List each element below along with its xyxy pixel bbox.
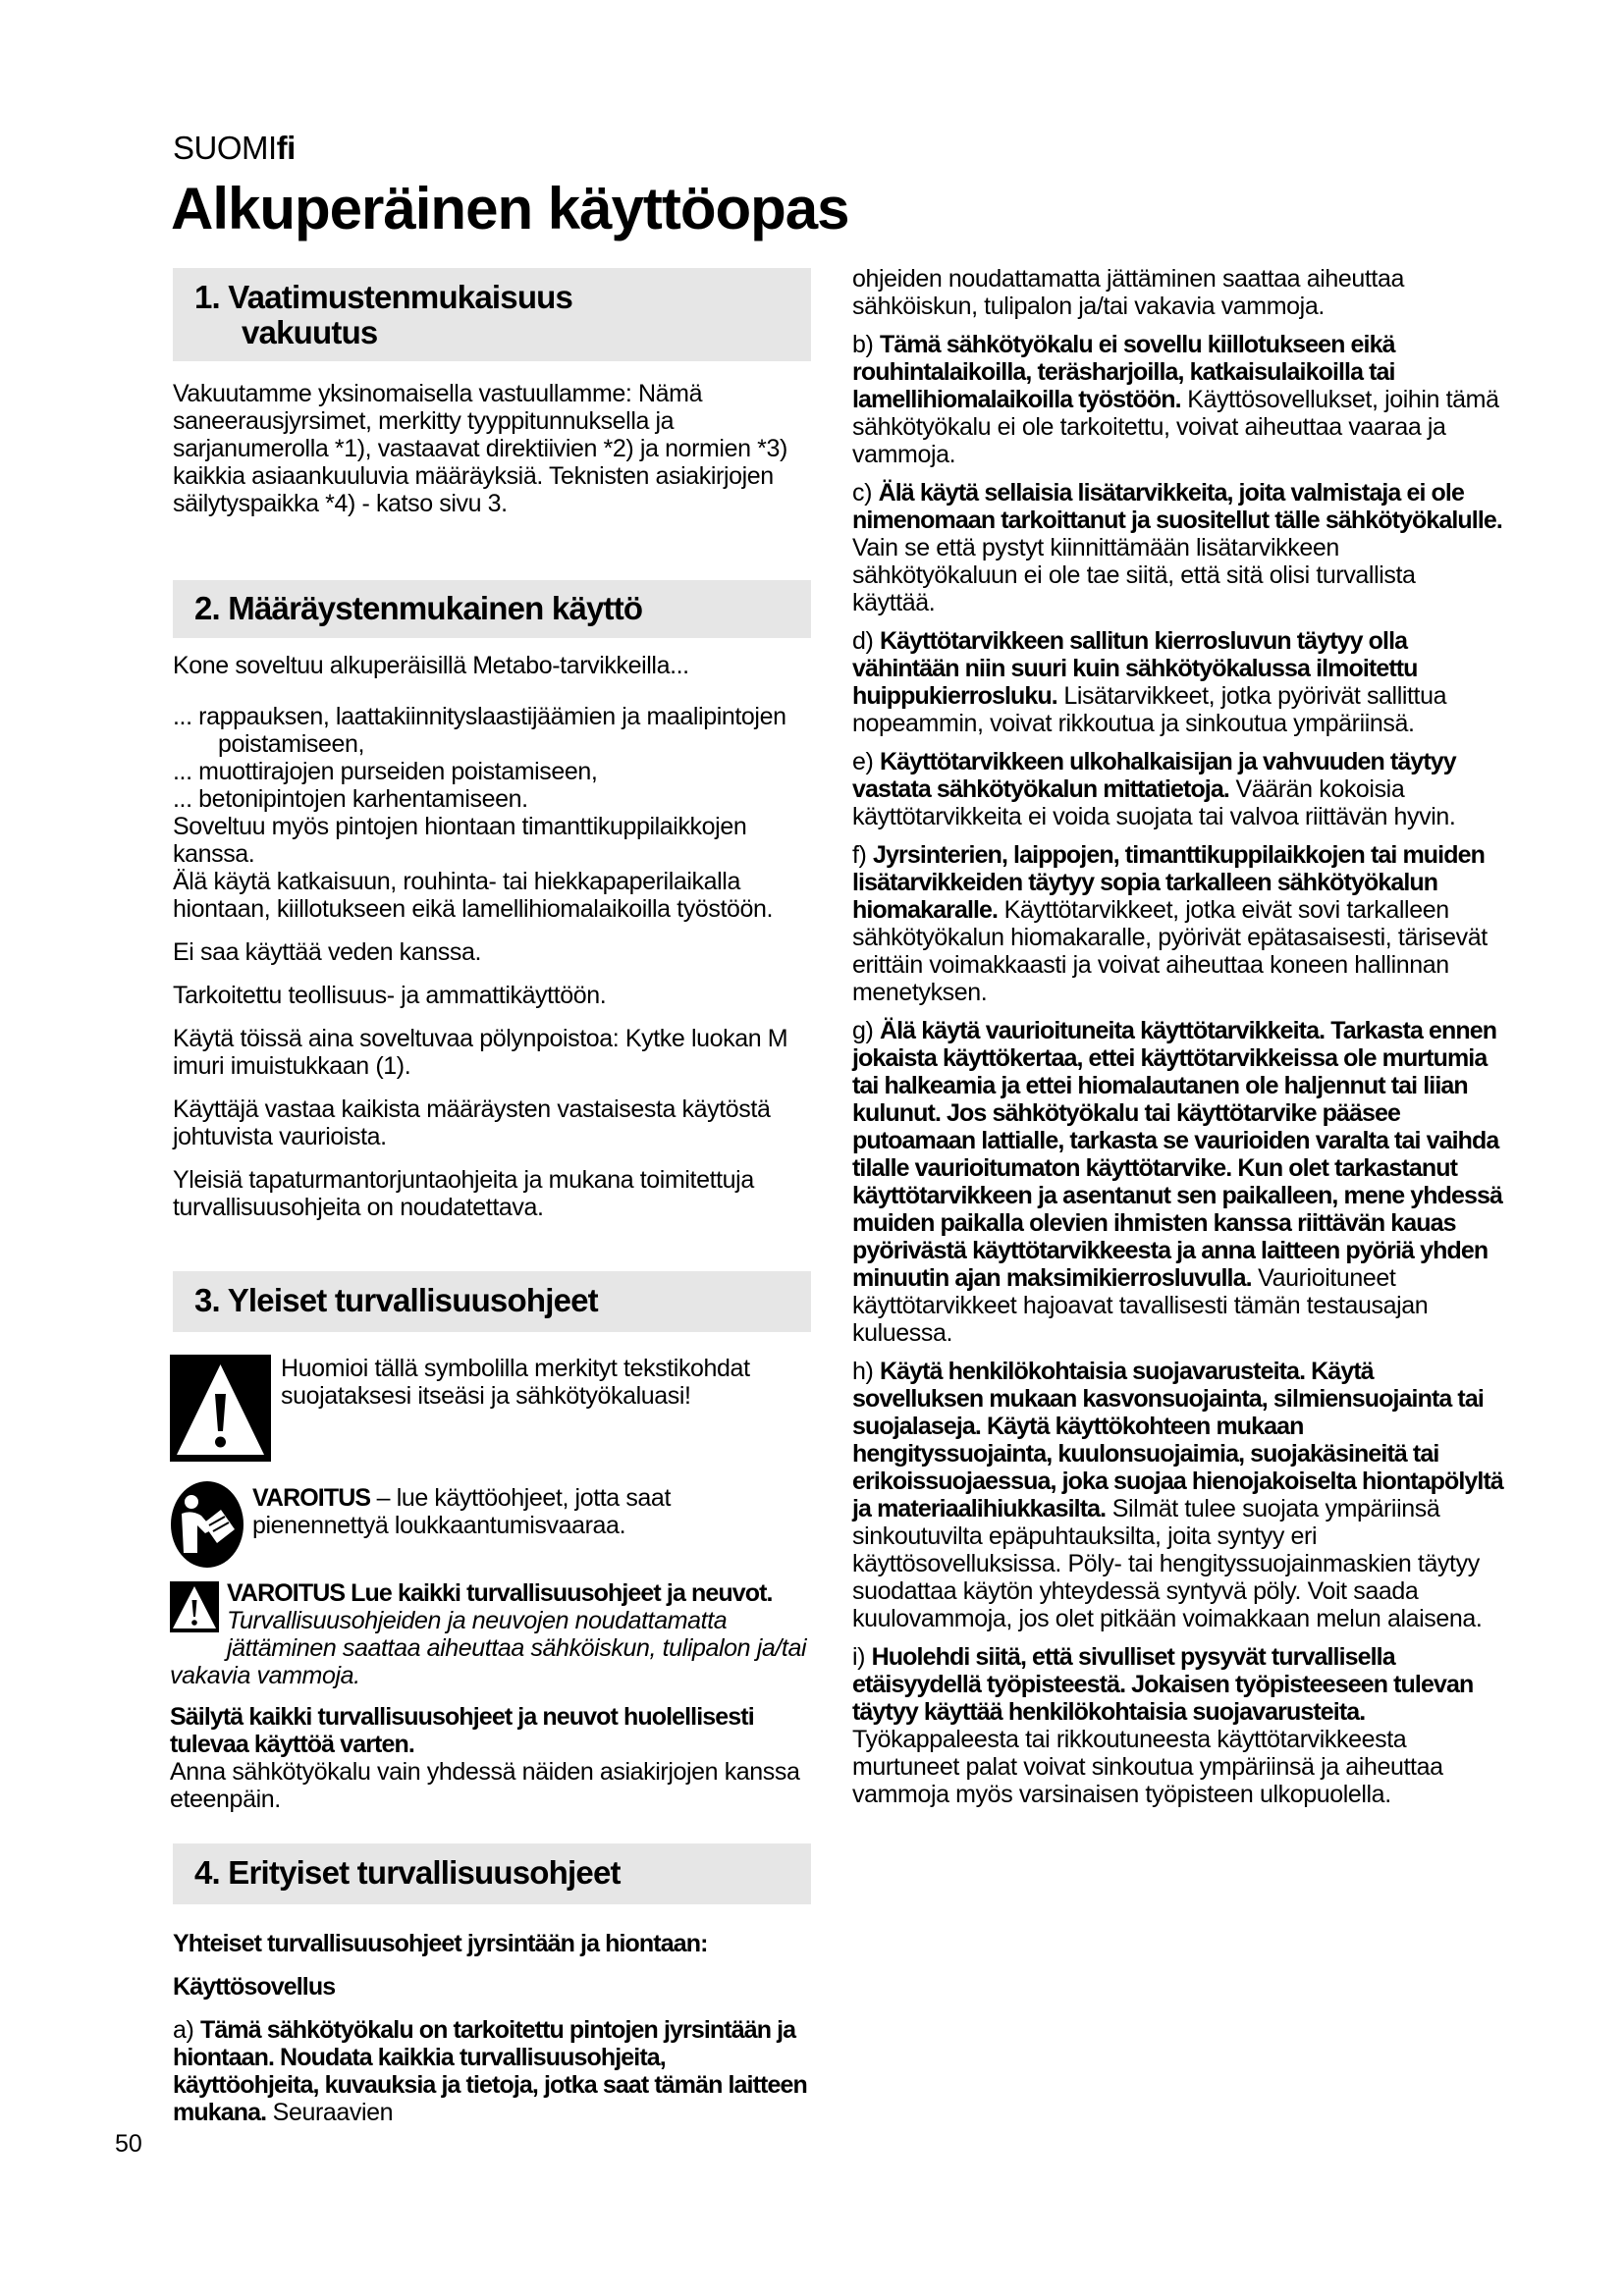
water-note: Ei saa käyttää veden kanssa. xyxy=(173,938,481,966)
section-2-heading-text: 2. Määräystenmukainen käyttö xyxy=(194,590,643,626)
item-text: Lisätarvikkeet, jotka pyörivät sallittua nopeammin, voivat rikkoutua ja sinkoutua ympäriinsä. xyxy=(852,682,1447,737)
item-bold-text: Käytä henkilökohtaisia suojavarusteita. Käytä sovelluksen mukaan kasvonsuojainta, silmiensuojainta tai suojalaseja. Käytä käyttökohteen mukaan hengityssuojainta, kuulonsuojaimia, suojakäsineitä tai erikoissuojaessua, joka suojaa hienojakoiselta hiontapölyltä ja materiaalihiukkasilta. xyxy=(852,1358,1503,1522)
item-label: c) xyxy=(852,479,879,507)
liability-note: Käyttäjä vastaa kaikista määräysten vastaisesta käytöstä johtuvista vaurioista. xyxy=(173,1095,771,1150)
item-label: g) xyxy=(852,1017,880,1044)
section-2-body xyxy=(173,652,813,1221)
application-heading: Käyttösovellus xyxy=(173,1973,336,2001)
section-1-heading xyxy=(173,268,811,361)
regulations-note: Yleisiä tapaturmantorjuntaohjeita ja mukana toimitettuja turvallisuusohjeita on noudatettava. xyxy=(173,1166,754,1221)
language-code: fi xyxy=(276,130,296,166)
item-label: h) xyxy=(852,1358,880,1385)
item-label: e) xyxy=(852,748,880,775)
item-bold-text: Jyrsinterien, laippojen, timanttikuppilaikkojen tai muiden lisätarvikkeiden täytyy sopia tarkalleen sähkötyökalun hiomakaralle. xyxy=(852,841,1485,924)
read-all-warning-italic: Turvallisuusohjeiden ja neuvojen noudattamatta jättäminen saattaa aiheuttaa sähköiskun, tulipalon ja/tai vakavia vammoja. xyxy=(170,1607,807,1689)
item-text: Vaurioituneet käyttötarvikkeet hajoavat tavallisesti tämän testausajan kuluessa. xyxy=(852,1264,1429,1347)
section-4-heading-text: 4. Erityiset turvallisuusohjeet xyxy=(194,1854,621,1891)
safety-item-h xyxy=(852,1358,1504,1632)
section-1-body xyxy=(173,380,813,517)
item-label: b) xyxy=(852,331,880,358)
item-bold-text: Huolehdi siitä, että sivulliset pysyvät turvallisella etäisyydellä työpisteestä. Jokaisen työpisteeseen tulevan täytyy käyttää henkilökohtaisia suojavarusteita. xyxy=(852,1643,1474,1726)
read-manual-warning-label: VAROITUS xyxy=(252,1484,371,1512)
section-3-heading xyxy=(173,1271,811,1332)
item-bold-text: Älä käytä sellaisia lisätarvikkeita, joita valmistaja ei ole nimenomaan tarkoittanut ja suositellut tälle sähkötyökalulle. xyxy=(852,479,1502,534)
item-text: Käyttötarvikkeet, jotka eivät sovi tarkalleen sähkötyökalun hiomakaralle, pyörivät epätasaisesti, tärisevät erittäin voimakkaasti ja voivat aiheuttaa koneen hallinnan menetyksen. xyxy=(852,896,1488,1006)
safety-item-i xyxy=(852,1643,1504,1808)
dust-extraction-note: Käytä töissä aina soveltuvaa pölynpoistoa: Kytke luokan M imuri imuistukkaan (1). xyxy=(173,1025,788,1080)
general-warning-block xyxy=(170,1579,813,1813)
item-text: Työkappaleesta tai rikkoutuneesta käyttötarvikkeesta murtuneet palat voivat sinkoutua ympäriinsä ja aiheuttaa vammoja myös varsinaisen työpisteen ulkopuolella. xyxy=(852,1726,1443,1808)
right-column xyxy=(852,265,1504,1819)
item-text: Vain se että pystyt kiinnittämään lisätarvikkeen sähkötyökaluun ei ole tae siitä, että sitä olisi turvallista käyttää. xyxy=(852,534,1416,616)
safety-item-a xyxy=(173,2016,813,2126)
read-all-warning xyxy=(170,1579,813,1689)
page-number: 50 xyxy=(115,2130,142,2158)
page-title: Alkuperäinen käyttöopas xyxy=(171,176,849,241)
intended-users-note: Tarkoitettu teollisuus- ja ammattikäyttöön. xyxy=(173,982,607,1009)
section-2-heading xyxy=(173,580,811,638)
item-text: Väärän kokoisia käyttötarvikkeita ei voida suojata tai valvoa riittävän hyvin. xyxy=(852,775,1456,830)
language-name: SUOMI xyxy=(173,130,277,166)
section-1-heading-line1: 1. Vaatimustenmukaisuus xyxy=(194,279,573,315)
item-text: Silmät tulee suojata ympäriinsä sinkoutuvilta epäpuhtauksilta, joita syntyy eri käyttösovelluksissa. Pöly- tai hengityssuojainmaskien täytyy suodattaa käytön yhteydessä syntyvä pöly. Voit saada kuulovammoja, jos olet pitkään voimakkaan melun alaisena. xyxy=(852,1495,1483,1632)
read-manual-warning-text: – lue käyttöohjeet, jotta saat pienennettyä loukkaantumisvaaraa. xyxy=(252,1484,671,1539)
continuation-text: ohjeiden noudattamatta jättäminen saattaa aiheuttaa sähköiskun, tulipalon ja/tai vakavia vammoja. xyxy=(852,265,1404,320)
item-bold-text: Käyttötarvikkeen sallitun kierrosluvun täytyy olla vähintään niin suuri kuin sähkötyökalussa ilmoitettu huippukierrosluku. xyxy=(852,627,1418,710)
diamond-cup-note: Soveltuu myös pintojen hiontaan timanttikuppilaikkojen kanssa. xyxy=(173,813,747,868)
item-label: d) xyxy=(852,627,880,655)
intended-use-intro: Kone soveltuu alkuperäisillä Metabo-tarvikkeilla... xyxy=(173,652,689,679)
safety-item-c xyxy=(852,479,1504,616)
safety-item-g xyxy=(852,1017,1504,1347)
use-item: ... muottirajojen purseiden poistamiseen, xyxy=(173,758,598,785)
use-item: ... rappauksen, laattakiinnityslaastijäämien ja maalipintojen poistamiseen, xyxy=(173,703,786,758)
read-manual-icon xyxy=(170,1480,244,1569)
item-label: f) xyxy=(852,841,874,869)
item-bold-text: Älä käytä vaurioituneita käyttötarvikkeita. Tarkasta ennen jokaista käyttökertaa, ettei käyttötarvikkeissa ole murtumia tai halkeamia ja ettei hiomalautanen ole haljennut tai liian kulunut. Jos sähkötyökalu tai käyttötarvike pääsee putoamaan lattialle, tarkasta se vaurioiden varalta tai vaihda tilalle vaurioitumaton käyttötarvike. Kun olet tarkastanut käyttötarvikkeen ja asentanut sen paikalleen, mene yhdessä muiden paikalla olevien ihmisten kanssa riittävän kauas pyörivästä käyttötarvikkeesta ja anna laitteen pyöriä yhden minuutin ajan maksimikierrosluvulla. xyxy=(852,1017,1503,1292)
warning-symbol-row xyxy=(170,1355,813,1462)
use-item: ... betonipintojen karhentamiseen. xyxy=(173,785,528,813)
pass-on-instructions: Anna sähkötyökalu vain yhdessä näiden asiakirjojen kanssa eteenpäin. xyxy=(170,1758,800,1813)
safety-item-b xyxy=(852,331,1504,468)
subheading: Yhteiset turvallisuusohjeet jyrsintään ja hiontaan: xyxy=(173,1930,708,1957)
safety-item-f xyxy=(852,841,1504,1006)
language-label xyxy=(173,130,296,167)
section-4-heading xyxy=(173,1843,811,1904)
warning-triangle-icon xyxy=(170,1355,271,1462)
item-label: i) xyxy=(852,1643,872,1671)
safety-item-e xyxy=(852,748,1504,830)
item-bold-text: Tämä sähkötyökalu on tarkoitettu pintojen jyrsintään ja hiontaan. Noudata kaikkia turvallisuusohjeita, käyttöohjeita, kuvauksia ja tietoja, jotka saat tämän laitteen mukana. xyxy=(173,2016,807,2126)
item-bold-text: Tämä sähkötyökalu ei sovellu kiillotukseen eikä rouhintalaikoilla, teräsharjoilla, katkaisulaikoilla tai lamellihiomalaikoilla työstöön. xyxy=(852,331,1395,413)
item-text: Seuraavien xyxy=(266,2099,394,2126)
item-text: Käyttösovellukset, joihin tämä sähkötyökalu ei ole tarkoitettu, voivat aiheuttaa vaaraa ja vammoja. xyxy=(852,386,1499,468)
item-bold-text: Käyttötarvikkeen ulkohalkaisijan ja vahvuuden täytyy vastata sähkötyökalun mittatietoja. xyxy=(852,748,1456,803)
section-4-body xyxy=(173,1930,813,2126)
small-warning-triangle-icon xyxy=(170,1581,219,1638)
safety-item-d xyxy=(852,627,1504,737)
section-1-heading-line2: vakuutus xyxy=(242,314,378,350)
symbol-note: Huomioi tällä symbolilla merkityt tekstikohdat suojataksesi itseäsi ja sähkötyökaluasi! xyxy=(281,1355,750,1410)
not-for-note: Älä käytä katkaisuun, rouhinta- tai hiekkapaperilaikalla hiontaan, kiillotukseen eikä lamellihiomalaikoilla työstöön. xyxy=(173,868,774,923)
item-label: a) xyxy=(173,2016,200,2044)
read-all-warning-bold: VAROITUS Lue kaikki turvallisuusohjeet ja neuvot. xyxy=(227,1579,773,1607)
declaration-text: Vakuutamme yksinomaisella vastuullamme: Nämä saneerausjyrsimet, merkitty tyyppitunnuksella ja sarjanumerolla *1), vastaavat direktiivien *2) ja normien *3) kaikkia asiaankuuluvia määräyksiä. Teknisten asiakirjojen säilytyspaikka *4) - katso sivu 3. xyxy=(173,380,787,517)
read-manual-warning xyxy=(252,1484,812,1539)
read-manual-row xyxy=(170,1480,813,1569)
keep-instructions: Säilytä kaikki turvallisuusohjeet ja neuvot huolellisesti tulevaa käyttöä varten. xyxy=(170,1703,754,1758)
section-3-heading-text: 3. Yleiset turvallisuusohjeet xyxy=(194,1282,598,1318)
